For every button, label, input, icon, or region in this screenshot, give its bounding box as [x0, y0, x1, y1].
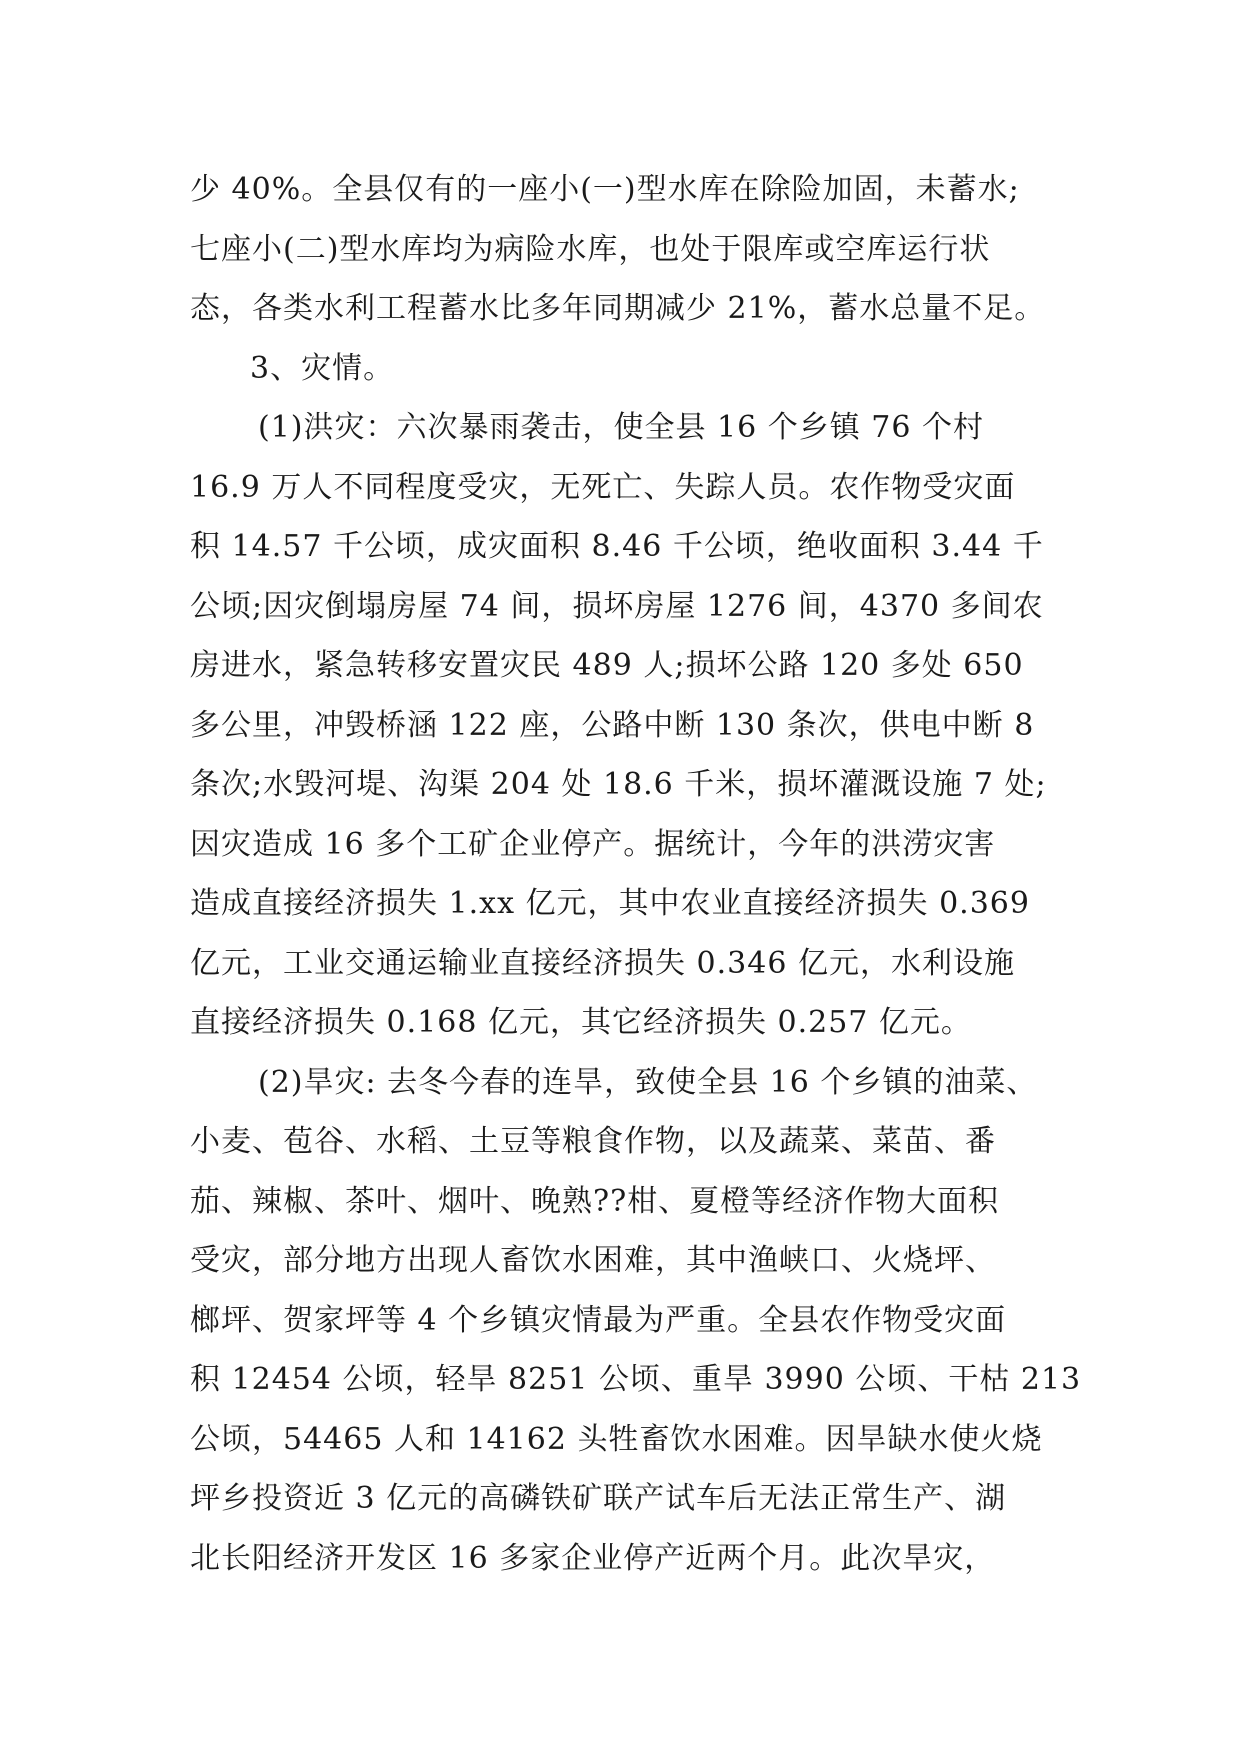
- text-line: 积 14.57 千公顷，成灾面积 8.46 千公顷，绝收面积 3.44 千: [190, 529, 1044, 564]
- text-line: 公顷，54465 人和 14162 头牲畜饮水困难。因旱缺水使火烧: [190, 1421, 1043, 1457]
- text-line: 亿元，工业交通运输业直接经济损失 0.346 亿元，水利设施: [190, 945, 1015, 981]
- paragraph-start: (2)旱灾: 去冬今春的连旱，致使全县 16 个乡镇的油菜、: [258, 1064, 1038, 1100]
- text-line: 少 40%。全县仅有的一座小(一)型水库在除险加固，未蓄水;: [190, 172, 1020, 207]
- paragraph-start: (1)洪灾：六次暴雨袭击，使全县 16 个乡镇 76 个村: [258, 410, 984, 445]
- text-line: 积 12454 公顷，轻旱 8251 公顷、重旱 3990 公顷、干枯 213: [190, 1362, 1082, 1397]
- text-line: 多公里，冲毁桥涵 122 座，公路中断 130 条次，供电中断 8: [190, 707, 1035, 743]
- text-line: 态，各类水利工程蓄水比多年同期减少 21%，蓄水总量不足。: [190, 291, 1046, 326]
- text-line: 受灾，部分地方出现人畜饮水困难，其中渔峡口、火烧坪、: [190, 1243, 996, 1278]
- text-line: 公顷;因灾倒塌房屋 74 间，损坏房屋 1276 间，4370 多间农: [190, 588, 1044, 624]
- text-line: 条次;水毁河堤、沟渠 204 处 18.6 千米，损坏灌溉设施 7 处;: [190, 767, 1047, 802]
- text-line: 造成直接经济损失 1.xx 亿元，其中农业直接经济损失 0.369: [190, 886, 1030, 921]
- text-line: 北长阳经济开发区 16 多家企业停产近两个月。此次旱灾，: [190, 1540, 996, 1576]
- document-body: [190, 160, 1082, 1588]
- text-line: 坪乡投资近 3 亿元的高磷铁矿联产试车后无法正常生产、湖: [190, 1481, 1007, 1516]
- text-line: 茄、辣椒、茶叶、烟叶、晚熟??柑、夏橙等经济作物大面积: [190, 1183, 1000, 1219]
- text-line: 七座小(二)型水库均为病险水库，也处于限库或空库运行状: [190, 231, 991, 267]
- text-line: 直接经济损失 0.168 亿元，其它经济损失 0.257 亿元。: [190, 1005, 972, 1040]
- text-line: 榔坪、贺家坪等 4 个乡镇灾情最为严重。全县农作物受灾面: [190, 1302, 1007, 1338]
- text-line: 房进水，紧急转移安置灾民 489 人;损坏公路 120 多处 650: [190, 648, 1024, 683]
- text-line: 因灾造成 16 多个工矿企业停产。据统计，今年的洪涝灾害: [190, 826, 996, 862]
- text-line: 16.9 万人不同程度受灾，无死亡、失踪人员。农作物受灾面: [190, 469, 1016, 505]
- section-heading: 3、灾情。: [250, 350, 395, 386]
- text-line: 小麦、苞谷、水稻、土豆等粮食作物，以及蔬菜、菜苗、番: [190, 1124, 996, 1159]
